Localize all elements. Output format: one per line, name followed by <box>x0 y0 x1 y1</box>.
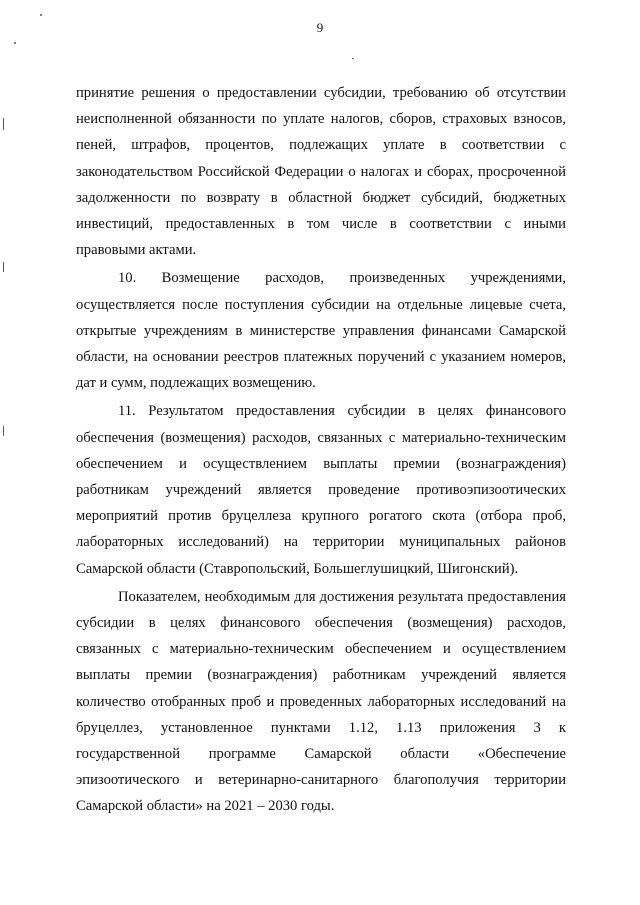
document-body <box>76 80 566 820</box>
paragraph-item-10: 10. Возмещение расходов, произведенных учреждениями, осуществляется после поступления субсидии на отдельные лицевые счета, открытые учреждениям в министерстве управления финансами Самарской области, на основании реестров платежных поручений с указанием номеров, дат и сумм, подлежащих возмещению. <box>76 270 566 392</box>
paragraph-continuation: принятие решения о предоставлении субсидии, требованию об отсутствии неисполненной обязанности по уплате налогов, сборов, страховых взносов, пеней, штрафов, процентов, подлежащих уплате в соответствии с законодательством Российской Федерации о налогах и сборах, просроченной задолженности по возврату в областной бюджет субсидий, бюджетных инвестиций, предоставленных в том числе в соответствии с иными правовыми актами. <box>76 85 566 259</box>
page-number: 9 <box>316 20 324 35</box>
scan-speck <box>14 42 16 44</box>
scan-speck <box>3 262 4 272</box>
paragraph-indicator: Показателем, необходимым для достижения результата предоставления субсидии в целях финансового обеспечения (возмещения) расходов, связанных с материально-техническим обеспечением и осуществлением выплаты премии (вознаграждения) работникам учреждений является количество отобранных проб и проведенных лабораторных исследований на бруцеллез, установленное пунктами 1.12, 1.13 приложения 3 к государственной программе Самарской области «Обеспечение эпизоотического и ветеринарно-санитарного благополучия территории Самарской области» на 2021 – 2030 годы. <box>76 588 566 815</box>
scan-speck <box>40 14 42 16</box>
scan-speck <box>352 58 354 59</box>
scan-speck <box>3 118 4 130</box>
paragraph-item-11: 11. Результатом предоставления субсидии в целях финансового обеспечения (возмещения) расходов, связанных с материально-техническим обеспечением и осуществлением выплаты премии (вознаграждения) работникам учреждений является проведение противоэпизоотических мероприятий против бруцеллеза крупного рогатого скота (отбора проб, лабораторных исследований) на территории муниципальных районов Самарской области (Ставропольский, Большеглушицкий, Шигонский). <box>76 403 566 577</box>
scan-speck <box>3 426 4 436</box>
